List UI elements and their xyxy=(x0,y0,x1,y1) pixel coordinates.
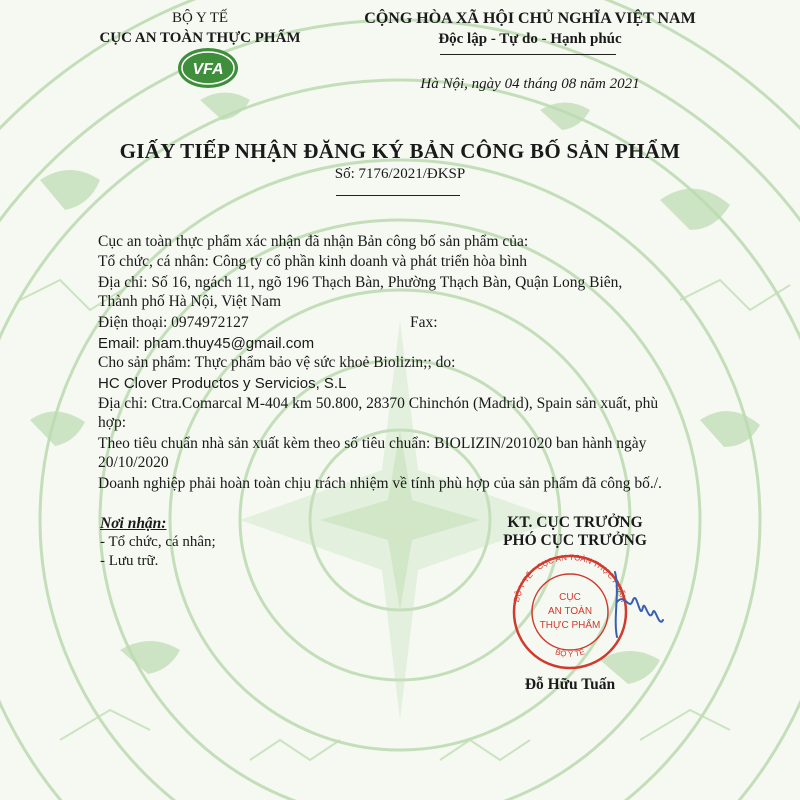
signer-name: Đỗ Hữu Tuấn xyxy=(524,676,616,693)
signatory-title-1: KT. CỤC TRƯỞNG xyxy=(507,514,643,531)
responsibility-line: Doanh nghiệp phải hoàn toàn chịu trách nhiệm về tính phù hợp của sản phẩm đã công bố./. xyxy=(98,475,662,492)
manufacturer-address-line-1: Địa chỉ: Ctra.Comarcal M-404 km 50.800, 28370 Chinchón (Madrid), Spain sản xuất, phù xyxy=(98,395,659,412)
issue-date: Hà Nội, ngày 04 tháng 08 năm 2021 xyxy=(420,76,640,92)
stamp-line-2: AN TOÀN xyxy=(547,606,593,617)
ministry-name: BỘ Y TẾ xyxy=(171,10,229,26)
agency-name: CỤC AN TOÀN THỰC PHẨM xyxy=(99,30,301,46)
product-line: Cho sản phẩm: Thực phẩm bảo vệ sức khoẻ Biolizin;; do: xyxy=(98,354,456,371)
handwritten-signature xyxy=(585,562,675,652)
manufacturer-address-line-2: hợp: xyxy=(98,414,127,431)
svg-text:BỘ Y TẾ xyxy=(554,646,586,658)
issuing-authority xyxy=(80,8,320,48)
standard-line-2: 20/10/2020 xyxy=(98,454,169,471)
republic-name: CỘNG HÒA XÃ HỘI CHỦ NGHĨA VIỆT NAM xyxy=(364,10,696,27)
phone-line: Điện thoại: 0974972127 xyxy=(98,314,249,331)
address-line-1: Địa chỉ: Số 16, ngách 11, ngõ 196 Thạch Bàn, Phường Thạch Bàn, Quận Long Biên, xyxy=(98,274,623,291)
stamp-ring-top: BỘ Y TẾ * CỤC AN TOÀN THỰC PHẨM xyxy=(511,552,629,603)
document-number: Số: 7176/2021/ĐKSP xyxy=(334,166,466,182)
standard-line-1: Theo tiêu chuẩn nhà sản xuất kèm theo số tiêu chuẩn: BIOLIZIN/201020 ban hành ngày xyxy=(98,435,647,452)
confirmation-line: Cục an toàn thực phẩm xác nhận đã nhận Bản công bố sản phẩm của: xyxy=(98,233,529,250)
recipient-item: - Tổ chức, cá nhân; xyxy=(100,534,216,550)
national-motto: Độc lập - Tự do - Hạnh phúc xyxy=(438,31,622,47)
national-header xyxy=(320,8,740,50)
organization-line: Tổ chức, cá nhân: Công ty cổ phần kinh doanh và phát triển hòa bình xyxy=(98,253,527,270)
signatory-title-2: PHÓ CỤC TRƯỞNG xyxy=(503,532,647,549)
motto-underline xyxy=(440,54,616,55)
stamp-line-1: CỤC xyxy=(559,592,581,603)
recipient-item: - Lưu trữ. xyxy=(100,553,159,569)
stamp-line-3: THỰC PHẨM xyxy=(539,620,601,631)
title-underline xyxy=(336,195,460,196)
email-line: Email: pham.thuy45@gmail.com xyxy=(98,335,315,352)
manufacturer-line: HC Clover Productos y Servicios, S.L xyxy=(98,375,347,392)
vfa-logo xyxy=(176,46,240,90)
document-title: GIẤY TIẾP NHẬN ĐĂNG KÝ BẢN CÔNG BỐ SẢN PHẨM xyxy=(119,139,681,163)
recipients-title: Nơi nhận: xyxy=(100,515,167,532)
fax-line: Fax: xyxy=(410,314,438,331)
stamp-ring-bottom: BỘ Y TẾ xyxy=(554,647,586,659)
vfa-logo-text: VFA xyxy=(192,61,224,78)
address-line-2: Thành phố Hà Nội, Việt Nam xyxy=(98,293,282,310)
